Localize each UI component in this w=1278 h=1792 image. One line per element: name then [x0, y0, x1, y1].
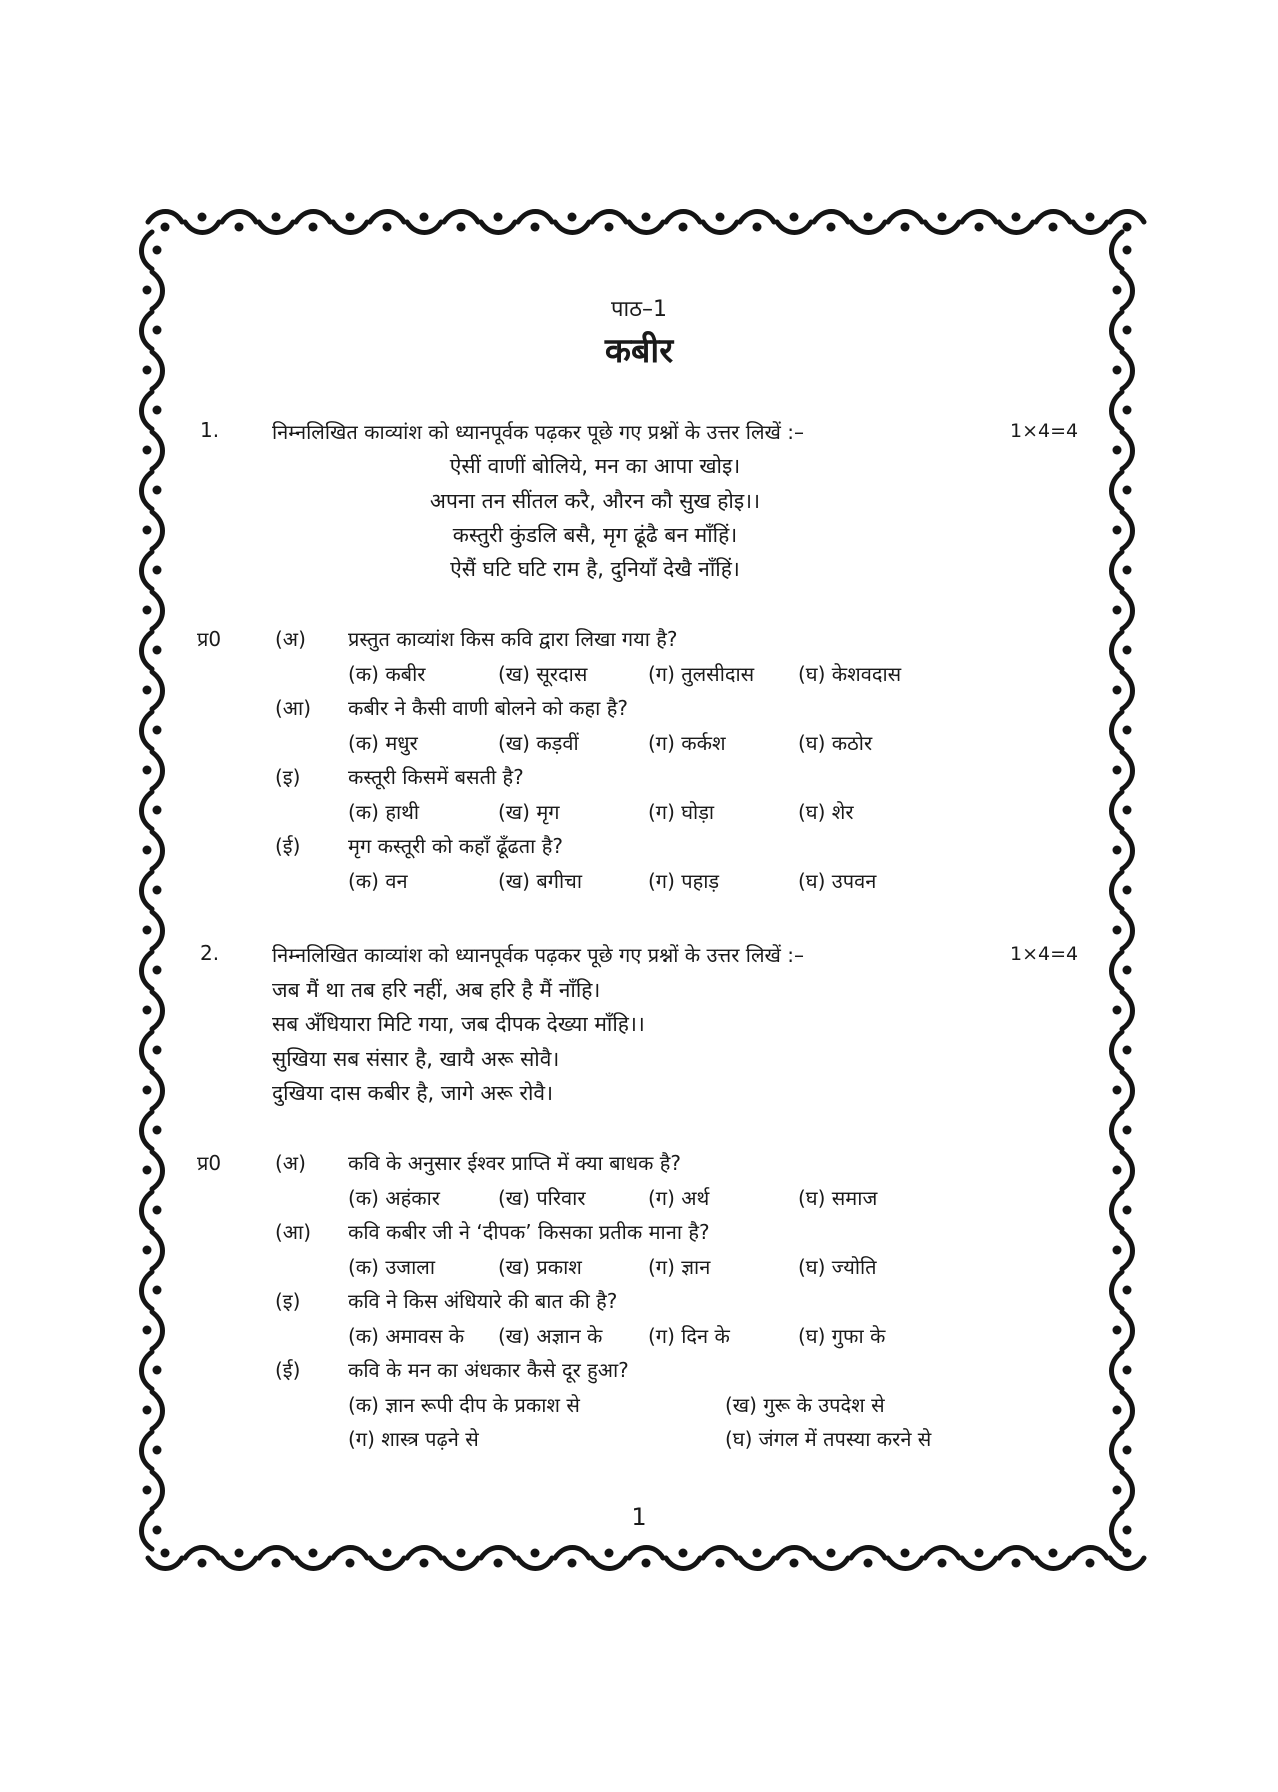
border-dot-motif: [1113, 1486, 1122, 1495]
border-scroll-motif: [152, 1072, 163, 1109]
q1-verse-line: कस्तुरी कुंडलि बसै, मृग ढूंढै बन माँहिं।: [452, 523, 738, 547]
border-dot-motif: [1123, 1126, 1132, 1135]
border-scroll-motif: [148, 1558, 182, 1569]
border-dot-motif: [753, 1549, 762, 1558]
border-scroll-motif: [259, 222, 293, 233]
border-scroll-motif: [1110, 1558, 1144, 1569]
border-dot-motif: [1123, 1206, 1132, 1215]
border-scroll-motif: [152, 1232, 163, 1269]
border-dot-motif: [1113, 1406, 1122, 1415]
border-dot-motif: [143, 926, 152, 935]
border-scroll-motif: [1110, 212, 1144, 223]
border-dot-motif: [827, 1549, 836, 1558]
border-scroll-motif: [152, 672, 163, 709]
border-dot-motif: [864, 213, 873, 222]
q1d-option-ka: (क) वन: [348, 869, 408, 893]
border-scroll-motif: [142, 1352, 153, 1389]
border-dot-motif: [1113, 1326, 1122, 1335]
border-dot-motif: [153, 886, 162, 895]
border-scroll-motif: [481, 1548, 515, 1559]
border-scroll-motif: [518, 212, 552, 223]
q2d-label: (ई): [275, 1358, 301, 1382]
question-1-instruction: निम्नलिखित काव्यांश को ध्यानपूर्वक पढ़कर पूछे गए प्रश्नों के उत्तर लिखें :–: [272, 420, 804, 444]
border-scroll-motif: [142, 472, 153, 509]
border-dot-motif: [309, 1549, 318, 1558]
border-scroll-motif: [142, 712, 153, 749]
border-left-ornament: [142, 232, 163, 1549]
q1c-label: (इ): [275, 765, 301, 789]
border-dot-motif: [153, 566, 162, 575]
border-scroll-motif: [851, 1548, 885, 1559]
border-scroll-motif: [1122, 1312, 1133, 1349]
border-scroll-motif: [814, 212, 848, 223]
border-dot-motif: [975, 1549, 984, 1558]
border-scroll-motif: [152, 1152, 163, 1189]
border-dot-motif: [143, 526, 152, 535]
border-dot-motif: [716, 213, 725, 222]
border-scroll-motif: [1122, 512, 1133, 549]
q2d-option-kha: (ख) गुरू के उपदेश से: [725, 1393, 885, 1417]
border-dot-motif: [1049, 1549, 1058, 1558]
q2a-option-ka: (क) अहंकार: [348, 1186, 440, 1210]
border-dot-motif: [605, 223, 614, 232]
q2c-label: (इ): [275, 1289, 301, 1313]
border-scroll-motif: [152, 912, 163, 949]
q1d-text: मृग कस्तूरी को कहाँ ढूँढता है?: [348, 834, 563, 858]
q2a-label: (अ): [275, 1151, 306, 1175]
border-bottom-ornament: [148, 1548, 1144, 1569]
q1a-option-ka: (क) कबीर: [348, 662, 426, 686]
border-dot-motif: [346, 1559, 355, 1568]
border-dot-motif: [531, 1549, 540, 1558]
border-dot-motif: [1123, 246, 1132, 255]
border-scroll-motif: [888, 1558, 922, 1569]
border-scroll-motif: [142, 792, 153, 829]
q1d-option-kha: (ख) बगीचा: [498, 869, 583, 893]
border-scroll-motif: [962, 212, 996, 223]
border-dot-motif: [679, 223, 688, 232]
border-dot-motif: [153, 806, 162, 815]
border-dot-motif: [346, 213, 355, 222]
q2b-label: (आ): [275, 1220, 312, 1244]
border-dot-motif: [457, 1549, 466, 1558]
border-dot-motif: [143, 1006, 152, 1015]
border-scroll-motif: [1112, 792, 1123, 829]
border-dot-motif: [1123, 806, 1132, 815]
border-scroll-motif: [142, 1272, 153, 1309]
border-scroll-motif: [666, 1558, 700, 1569]
border-scroll-motif: [481, 222, 515, 233]
border-top-ornament: [148, 212, 1144, 233]
border-scroll-motif: [407, 1548, 441, 1559]
border-scroll-motif: [1112, 1432, 1123, 1469]
border-scroll-motif: [592, 1558, 626, 1569]
question-1-number: 1.: [200, 418, 220, 442]
q1-question-prefix: प्र0: [197, 627, 222, 651]
border-dot-motif: [143, 1326, 152, 1335]
border-scroll-motif: [152, 432, 163, 469]
q2-verse-line: दुखिया दास कबीर है, जागे अरू रोवै।: [272, 1081, 554, 1105]
border-dot-motif: [1113, 686, 1122, 695]
border-scroll-motif: [333, 222, 367, 233]
border-scroll-motif: [1122, 992, 1133, 1029]
border-scroll-motif: [703, 222, 737, 233]
q1b-label: (आ): [275, 696, 312, 720]
border-scroll-motif: [185, 222, 219, 233]
border-scroll-motif: [1112, 232, 1123, 269]
border-scroll-motif: [888, 212, 922, 223]
q1d-option-ga: (ग) पहाड़: [648, 869, 720, 893]
border-dot-motif: [143, 766, 152, 775]
border-scroll-motif: [703, 1548, 737, 1559]
border-dot-motif: [143, 1166, 152, 1175]
q1d-label: (ई): [275, 834, 301, 858]
border-dot-motif: [272, 1559, 281, 1568]
border-dot-motif: [1113, 1246, 1122, 1255]
q1a-option-gha: (घ) केशवदास: [798, 662, 902, 686]
border-dot-motif: [153, 1126, 162, 1135]
border-scroll-motif: [1122, 1072, 1133, 1109]
border-dot-motif: [790, 1559, 799, 1568]
q1a-option-kha: (ख) सूरदास: [498, 662, 588, 686]
border-dot-motif: [938, 1559, 947, 1568]
q1c-text: कस्तूरी किसमें बसती है?: [348, 765, 524, 789]
border-scroll-motif: [1122, 672, 1133, 709]
border-dot-motif: [1049, 223, 1058, 232]
border-scroll-motif: [1122, 1152, 1133, 1189]
border-dot-motif: [153, 1446, 162, 1455]
border-scroll-motif: [1122, 432, 1133, 469]
border-dot-motif: [153, 486, 162, 495]
border-dot-motif: [420, 1559, 429, 1568]
border-dot-motif: [1123, 966, 1132, 975]
border-scroll-motif: [407, 222, 441, 233]
border-dot-motif: [383, 1549, 392, 1558]
border-dot-motif: [1123, 486, 1132, 495]
border-scroll-motif: [1112, 1272, 1123, 1309]
border-dot-motif: [457, 223, 466, 232]
border-dot-motif: [143, 606, 152, 615]
border-scroll-motif: [962, 1558, 996, 1569]
border-scroll-motif: [518, 1558, 552, 1569]
border-scroll-motif: [152, 592, 163, 629]
q2a-option-ga: (ग) अर्थ: [648, 1186, 710, 1210]
border-scroll-motif: [142, 1112, 153, 1149]
border-dot-motif: [1123, 726, 1132, 735]
border-dot-motif: [383, 223, 392, 232]
border-dot-motif: [864, 1559, 873, 1568]
border-dot-motif: [153, 1046, 162, 1055]
q2-verse-line: सब अँधियारा मिटि गया, जब दीपक देख्या माँहि।।: [272, 1012, 645, 1036]
border-dot-motif: [1113, 926, 1122, 935]
border-scroll-motif: [148, 212, 182, 223]
border-dot-motif: [1113, 526, 1122, 535]
q2a-option-kha: (ख) परिवार: [498, 1186, 586, 1210]
q2-verse-line: सुखिया सब संसार है, खायै अरू सोवै।: [272, 1047, 560, 1071]
border-dot-motif: [309, 223, 318, 232]
border-dot-motif: [568, 1559, 577, 1568]
border-dot-motif: [143, 846, 152, 855]
border-scroll-motif: [629, 222, 663, 233]
border-dot-motif: [494, 1559, 503, 1568]
border-dot-motif: [1123, 566, 1132, 575]
border-scroll-motif: [1112, 712, 1123, 749]
border-dot-motif: [420, 213, 429, 222]
border-scroll-motif: [444, 212, 478, 223]
border-scroll-motif: [1073, 1548, 1107, 1559]
q1a-option-ga: (ग) तुलसीदास: [648, 662, 755, 686]
q2d-text: कवि के मन का अंधकार कैसे दूर हुआ?: [348, 1358, 629, 1382]
border-dot-motif: [153, 1206, 162, 1215]
border-right-ornament: [1112, 232, 1133, 1549]
border-scroll-motif: [142, 392, 153, 429]
q2c-option-gha: (घ) गुफा के: [798, 1324, 886, 1348]
border-scroll-motif: [1122, 592, 1133, 629]
border-scroll-motif: [222, 212, 256, 223]
q2c-option-ka: (क) अमावस के: [348, 1324, 465, 1348]
border-scroll-motif: [1112, 1192, 1123, 1229]
border-scroll-motif: [999, 1548, 1033, 1559]
border-dot-motif: [679, 1549, 688, 1558]
lesson-number: पाठ–1: [611, 297, 667, 322]
q2d-option-ga: (ग) शास्त्र पढ़ने से: [348, 1427, 479, 1451]
border-scroll-motif: [296, 1558, 330, 1569]
border-dot-motif: [716, 1559, 725, 1568]
border-scroll-motif: [1112, 632, 1123, 669]
border-dot-motif: [143, 1246, 152, 1255]
border-scroll-motif: [1112, 952, 1123, 989]
q1a-label: (अ): [275, 627, 306, 651]
border-dot-motif: [272, 213, 281, 222]
border-dot-motif: [1123, 886, 1132, 895]
border-scroll-motif: [1122, 832, 1133, 869]
q2b-option-ka: (क) उजाला: [348, 1255, 436, 1279]
border-scroll-motif: [592, 212, 626, 223]
q2b-option-gha: (घ) ज्योति: [798, 1255, 877, 1279]
border-scroll-motif: [1122, 1392, 1133, 1429]
q1-verse-line: अपना तन सींतल करै, औरन कौ सुख होइ।।: [429, 489, 761, 513]
border-dot-motif: [153, 246, 162, 255]
border-scroll-motif: [925, 222, 959, 233]
border-dot-motif: [790, 213, 799, 222]
border-scroll-motif: [222, 1558, 256, 1569]
border-dot-motif: [143, 1406, 152, 1415]
question-2-marks: 1×4=4: [1010, 943, 1079, 965]
q1-verse-line: ऐसीं वाणीं बोलिये, मन का आपा खोइ।: [449, 454, 741, 478]
q2b-option-ga: (ग) ज्ञान: [648, 1255, 711, 1279]
q1d-option-gha: (घ) उपवन: [798, 869, 877, 893]
q2d-option-gha: (घ) जंगल में तपस्या करने से: [725, 1427, 932, 1451]
border-dot-motif: [494, 213, 503, 222]
border-scroll-motif: [142, 952, 153, 989]
border-dot-motif: [143, 1086, 152, 1095]
border-scroll-motif: [142, 1192, 153, 1229]
border-scroll-motif: [1036, 212, 1070, 223]
q1c-option-gha: (घ) शेर: [798, 800, 854, 824]
border-dot-motif: [938, 213, 947, 222]
border-dot-motif: [1123, 646, 1132, 655]
border-scroll-motif: [1112, 1032, 1123, 1069]
border-dot-motif: [1086, 213, 1095, 222]
lesson-title: कबीर: [604, 331, 674, 371]
border-scroll-motif: [851, 222, 885, 233]
border-dot-motif: [1123, 1286, 1132, 1295]
border-dot-motif: [143, 686, 152, 695]
border-dot-motif: [153, 646, 162, 655]
border-scroll-motif: [296, 212, 330, 223]
border-dot-motif: [1123, 223, 1132, 232]
q1b-text: कबीर ने कैसी वाणी बोलने को कहा है?: [348, 696, 628, 720]
border-scroll-motif: [1073, 222, 1107, 233]
border-scroll-motif: [1112, 552, 1123, 589]
border-scroll-motif: [152, 512, 163, 549]
q1c-option-ka: (क) हाथी: [348, 800, 420, 824]
q2a-text: कवि के अनुसार ईश्वर प्राप्ति में क्या बाधक है?: [348, 1151, 681, 1175]
q1c-option-ga: (ग) घोड़ा: [648, 800, 715, 824]
border-scroll-motif: [1122, 912, 1133, 949]
q2-question-prefix: प्र0: [197, 1151, 222, 1175]
border-scroll-motif: [1122, 752, 1133, 789]
border-scroll-motif: [740, 1558, 774, 1569]
q1c-option-kha: (ख) मृग: [498, 800, 560, 824]
border-scroll-motif: [142, 232, 153, 269]
border-scroll-motif: [142, 632, 153, 669]
border-scroll-motif: [259, 1548, 293, 1559]
border-scroll-motif: [152, 1312, 163, 1349]
border-scroll-motif: [152, 992, 163, 1029]
border-dot-motif: [827, 223, 836, 232]
border-scroll-motif: [1112, 1352, 1123, 1389]
border-scroll-motif: [629, 1548, 663, 1559]
border-dot-motif: [153, 726, 162, 735]
border-scroll-motif: [333, 1548, 367, 1559]
border-dot-motif: [1012, 1559, 1021, 1568]
border-dot-motif: [975, 223, 984, 232]
border-scroll-motif: [1112, 872, 1123, 909]
border-scroll-motif: [142, 552, 153, 589]
border-dot-motif: [531, 223, 540, 232]
border-dot-motif: [1113, 766, 1122, 775]
border-scroll-motif: [666, 212, 700, 223]
border-dot-motif: [161, 223, 170, 232]
border-dot-motif: [143, 1486, 152, 1495]
border-dot-motif: [1012, 213, 1021, 222]
border-dot-motif: [143, 446, 152, 455]
border-dot-motif: [1113, 1166, 1122, 1175]
border-scroll-motif: [740, 212, 774, 223]
border-scroll-motif: [555, 1548, 589, 1559]
border-dot-motif: [605, 1549, 614, 1558]
border-dot-motif: [235, 223, 244, 232]
question-2-number: 2.: [200, 941, 220, 965]
border-dot-motif: [153, 1286, 162, 1295]
border-dot-motif: [153, 406, 162, 415]
border-scroll-motif: [1112, 1112, 1123, 1149]
border-scroll-motif: [370, 212, 404, 223]
border-scroll-motif: [444, 1558, 478, 1569]
border-dot-motif: [1113, 606, 1122, 615]
border-dot-motif: [1113, 1006, 1122, 1015]
border-dot-motif: [198, 1559, 207, 1568]
border-dot-motif: [1086, 1559, 1095, 1568]
border-dot-motif: [1123, 1366, 1132, 1375]
q1b-option-ga: (ग) कर्कश: [648, 731, 726, 755]
border-scroll-motif: [142, 1032, 153, 1069]
border-scroll-motif: [814, 1558, 848, 1569]
q1-verse-line: ऐसैं घटि घटि राम है, दुनियाँ देखै नाँहिं।: [450, 557, 740, 581]
border-scroll-motif: [1112, 392, 1123, 429]
border-scroll-motif: [152, 832, 163, 869]
border-dot-motif: [161, 1549, 170, 1558]
border-dot-motif: [153, 966, 162, 975]
border-scroll-motif: [1122, 1232, 1133, 1269]
border-dot-motif: [1123, 1046, 1132, 1055]
border-scroll-motif: [555, 222, 589, 233]
border-scroll-motif: [777, 222, 811, 233]
border-dot-motif: [568, 213, 577, 222]
border-dot-motif: [1113, 1086, 1122, 1095]
question-1-marks: 1×4=4: [1010, 420, 1079, 442]
border-dot-motif: [1113, 446, 1122, 455]
border-dot-motif: [642, 213, 651, 222]
q2-verse-line: जब मैं था तब हरि नहीं, अब हरि है मैं नाँहि।: [272, 978, 601, 1002]
border-dot-motif: [1123, 406, 1132, 415]
q1b-option-gha: (घ) कठोर: [798, 731, 873, 755]
q1b-option-kha: (ख) कड़वीं: [498, 731, 579, 755]
border-dot-motif: [901, 1549, 910, 1558]
border-dot-motif: [1123, 1446, 1132, 1455]
border-scroll-motif: [185, 1548, 219, 1559]
q2b-text: कवि कबीर जी ने ‘दीपक’ किसका प्रतीक माना है?: [348, 1220, 710, 1244]
border-scroll-motif: [142, 872, 153, 909]
border-dot-motif: [153, 1366, 162, 1375]
q2a-option-gha: (घ) समाज: [798, 1186, 878, 1210]
border-dot-motif: [198, 213, 207, 222]
border-dot-motif: [235, 1549, 244, 1558]
border-scroll-motif: [142, 1432, 153, 1469]
border-dot-motif: [642, 1559, 651, 1568]
page-number: 1: [631, 1503, 647, 1531]
border-dot-motif: [753, 223, 762, 232]
border-scroll-motif: [152, 752, 163, 789]
border-scroll-motif: [777, 1548, 811, 1559]
q1a-text: प्रस्तुत काव्यांश किस कवि द्वारा लिखा गया है?: [348, 627, 678, 651]
q2c-option-ga: (ग) दिन के: [648, 1324, 730, 1348]
border-scroll-motif: [152, 1392, 163, 1429]
border-dot-motif: [901, 223, 910, 232]
border-scroll-motif: [370, 1558, 404, 1569]
q2c-option-kha: (ख) अज्ञान के: [498, 1324, 603, 1348]
border-scroll-motif: [925, 1548, 959, 1559]
border-scroll-motif: [1112, 472, 1123, 509]
q2b-option-kha: (ख) प्रकाश: [498, 1255, 582, 1279]
question-2-instruction: निम्नलिखित काव्यांश को ध्यानपूर्वक पढ़कर पूछे गए प्रश्नों के उत्तर लिखें :–: [272, 943, 804, 967]
q1b-option-ka: (क) मधुर: [348, 731, 418, 755]
border-scroll-motif: [999, 222, 1033, 233]
border-dot-motif: [1113, 846, 1122, 855]
q2d-option-ka: (क) ज्ञान रूपी दीप के प्रकाश से: [348, 1393, 580, 1417]
q2c-text: कवि ने किस अंधियारे की बात की है?: [348, 1289, 618, 1313]
border-scroll-motif: [1036, 1558, 1070, 1569]
